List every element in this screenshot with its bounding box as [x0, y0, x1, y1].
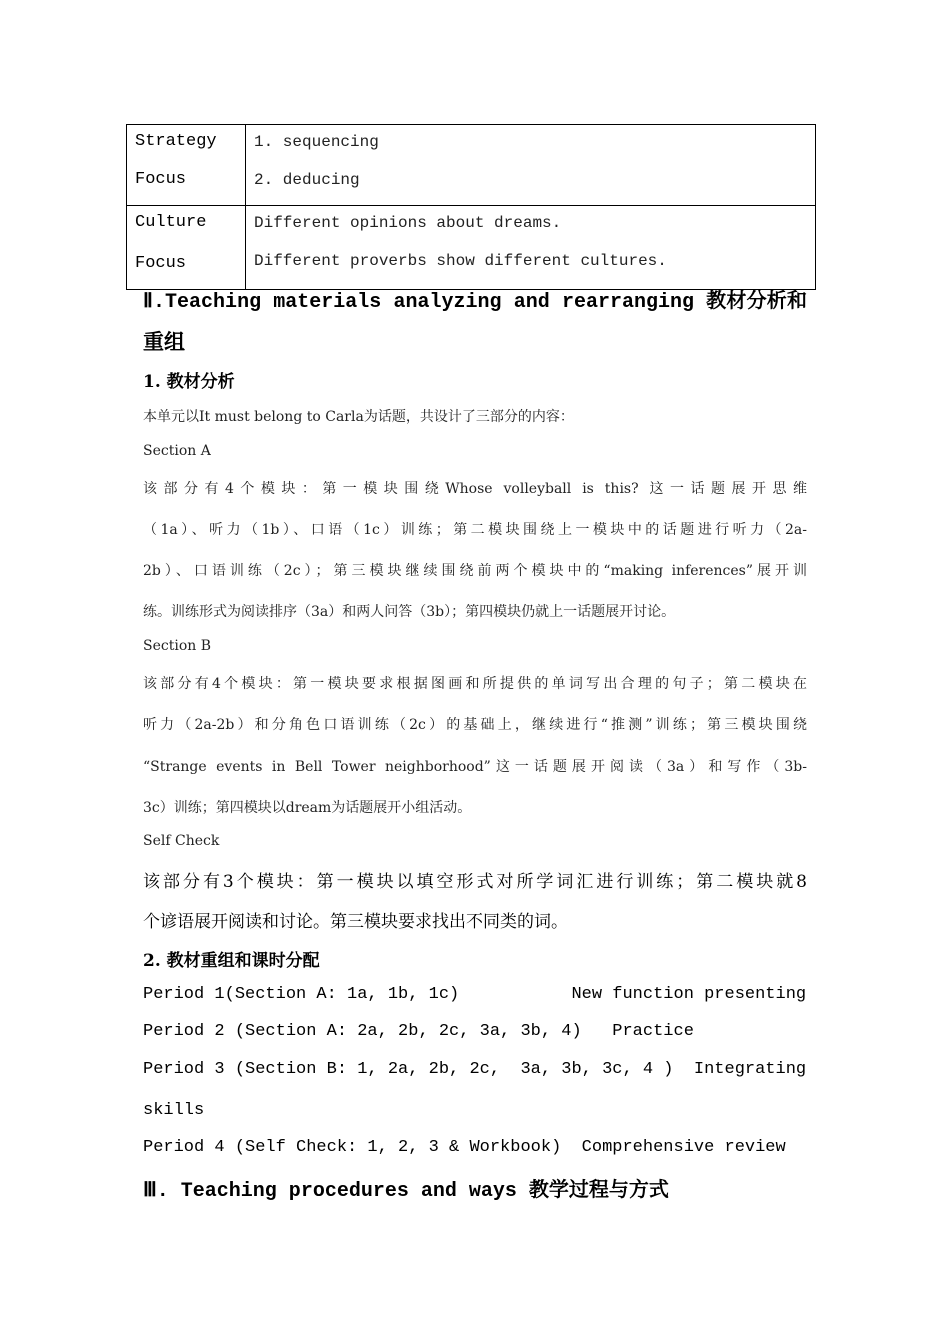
focus-table [126, 124, 816, 290]
section2-title-line2: 重组 [143, 329, 185, 354]
sectionA-line: 2b）、口语训练（2c）；第三模块继续围绕前两个模块中的“making inferences”展开训 [143, 563, 807, 579]
section2-sub2: 2. 教材重组和课时分配 [143, 951, 320, 971]
period-line: Period 1(Section A: 1a, 1b, 1c) New function presenting [143, 985, 807, 1004]
culture-focus-value: Different opinions about dreams. Different proverbs show different cultures. [246, 206, 816, 290]
table-row [127, 206, 816, 290]
sectionB-label: Section B [143, 638, 212, 654]
sectionB-line: 该部分有4个模块：第一模块要求根据图画和所提供的单词写出合理的句子；第二模块在 [143, 676, 807, 692]
sectionA-line: （1a）、听力（1b）、口语（1c）训练；第二模块围绕上一模块中的话题进行听力（2a- [143, 522, 807, 538]
period-line: Period 2 (Section A: 2a, 2b, 2c, 3a, 3b, 4) Practice [143, 1022, 694, 1041]
selfcheck-line: 该部分有3个模块：第一模块以填空形式对所学词汇进行训练；第二模块就8 [143, 872, 807, 892]
section3-title: Ⅲ. Teaching procedures and ways 教学过程与方式 [143, 1180, 669, 1203]
sectionA-line: 该部分有4个模块：第一模块围绕Whose volleyball is this? 这一话题展开思维 [143, 481, 807, 497]
sectionB-line: 听力（2a-2b）和分角色口语训练（2c）的基础上，继续进行“推测”训练；第三模块围绕 [143, 717, 807, 733]
table-row [127, 125, 816, 206]
period-line: Period 4 (Self Check: 1, 2, 3 & Workbook) Comprehensive review [143, 1138, 786, 1157]
section2-title-line1: Ⅱ.Teaching materials analyzing and rearranging 教材分析和 [143, 291, 807, 314]
sectionB-line: “Strange events in Bell Tower neighborhood”这一话题展开阅读（3a）和写作（3b- [143, 759, 807, 775]
sectionB-line: 3c）训练；第四模块以dream为话题展开小组活动。 [143, 800, 472, 816]
sectionA-label: Section A [143, 443, 211, 459]
strategy-focus-label: Strategy Focus [127, 125, 246, 206]
period-line: skills [143, 1101, 205, 1120]
intro-text: 本单元以It must belong to Carla为话题，共设计了三部分的内容： [143, 409, 574, 425]
sectionA-line: 练。训练形式为阅读排序（3a）和两人问答（3b）；第四模块仍就上一话题展开讨论。 [143, 604, 676, 620]
strategy-focus-value: 1. sequencing 2. deducing [246, 125, 816, 206]
period-line: Period 3 (Section B: 1, 2a, 2b, 2c, 3a, 3b, 3c, 4 ) Integrating [143, 1060, 807, 1079]
selfcheck-line: 个谚语展开阅读和讨论。第三模块要求找出不同类的词。 [143, 912, 568, 932]
culture-focus-label: Culture Focus [127, 206, 246, 290]
selfcheck-label: Self Check [143, 833, 220, 849]
section2-sub1: 1. 教材分析 [143, 372, 235, 392]
